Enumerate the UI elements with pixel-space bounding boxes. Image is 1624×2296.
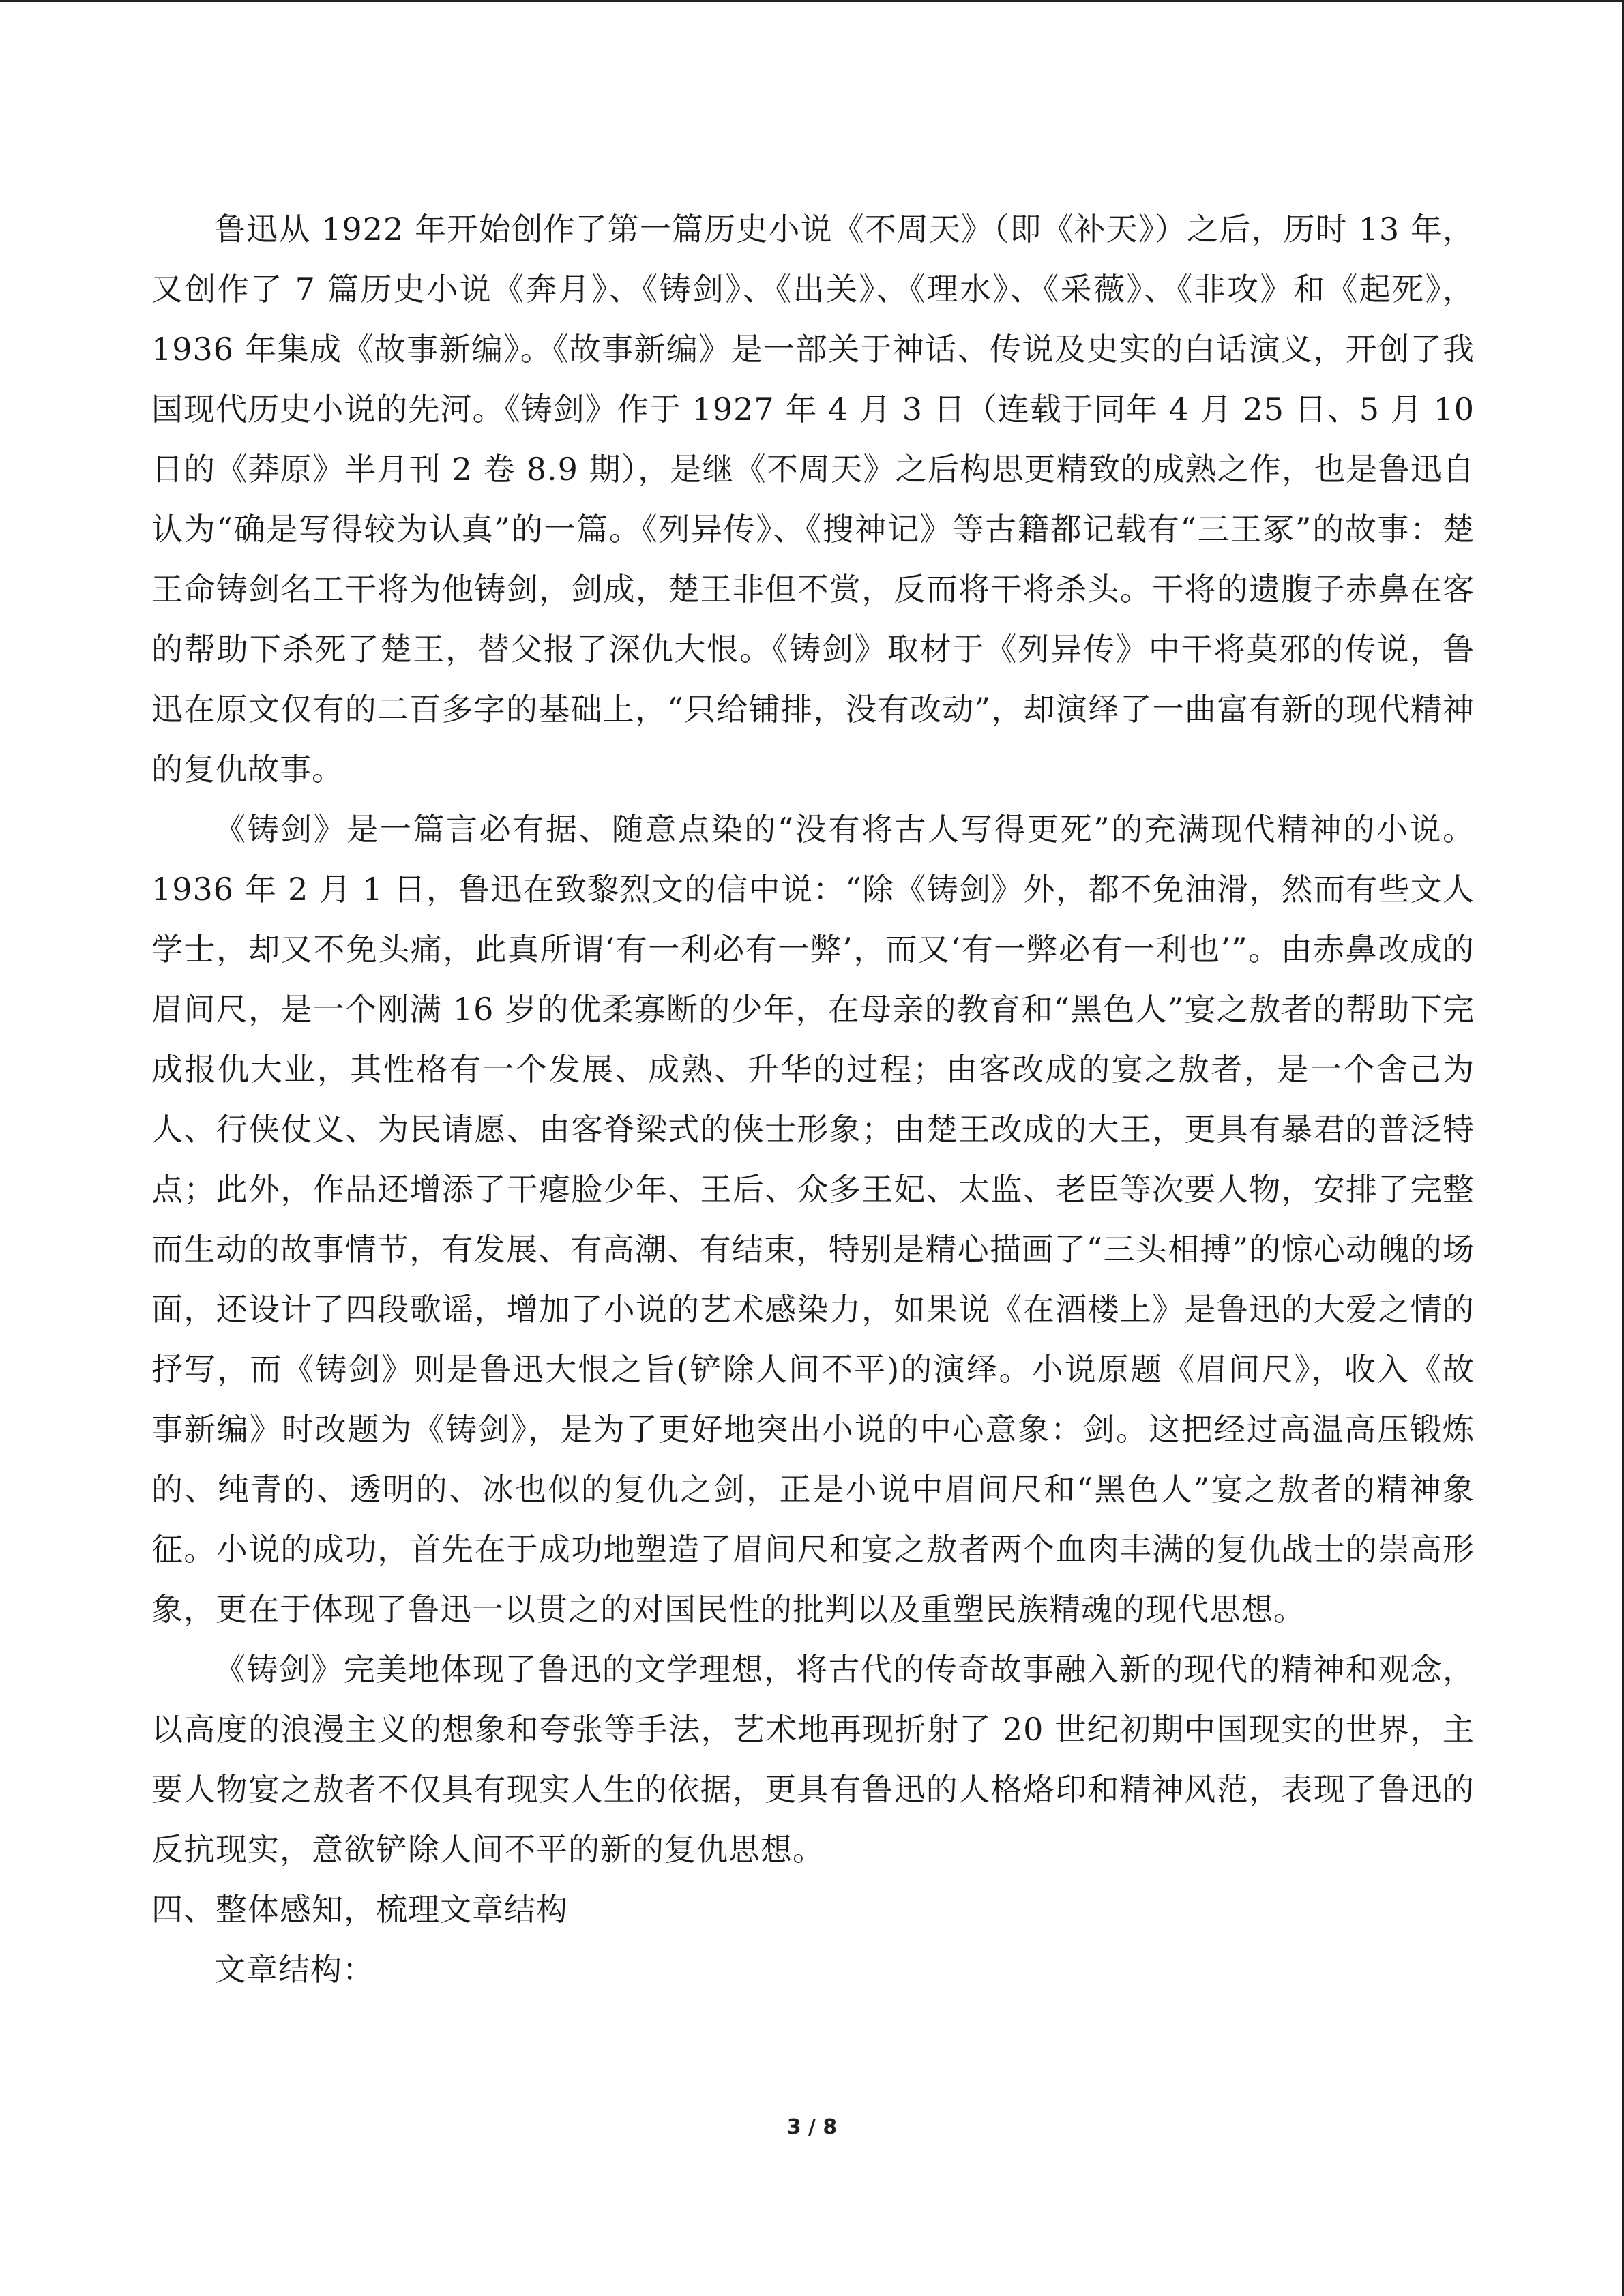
paragraph-3: 《铸剑》完美地体现了鲁迅的文学理想，将古代的传奇故事融入新的现代的精神和观念，以高度的浪漫主义的想象和夸张等手法，艺术地再现折射了 20 世纪初期中国现实的世界，主要人物宴之敖者不仅具有现实人生的依据，更具有鲁迅的人格烙印和精神风范，表现了鲁迅的反抗现实，意欲铲除人间不平的新的复仇思想。 bbox=[151, 1651, 1475, 1868]
paragraph-1: 鲁迅从 1922 年开始创作了第一篇历史小说《不周天》（即《补天》）之后，历时 13 年，又创作了 7 篇历史小说《奔月》、《铸剑》、《出关》、《理水》、《采薇》、《非攻》和《起死》，1936 年集成《故事新编》。《故事新编》是一部关于神话、传说及史实的白话演义，开创了我国现代历史小说的先河。《铸剑》作于 1927 年 4 月 3 日（连载于同年 4 月 25 日、5 月 10 日的《莽原》半月刊 2 卷 8.9 期），是继《不周天》之后构思更精致的成熟之作，也是鲁迅自认为“确是写得较为认真”的一篇。《列异传》、《搜神记》等古籍都记载有“三王冢”的故事：楚王命铸剑名工干将为他铸剑，剑成，楚王非但不赏，反而将干将杀头。干将的遗腹子赤鼻在客的帮助下杀死了楚王，替父报了深仇大恨。《铸剑》取材于《列异传》中干将莫邪的传说，鲁迅在原文仅有的二百多字的基础上，“只给铺排，没有改动”，却演绎了一曲富有新的现代精神的复仇故事。 bbox=[151, 211, 1475, 788]
page-top-border bbox=[0, 0, 1624, 2]
paragraph-2: 《铸剑》是一篇言必有据、随意点染的“没有将古人写得更死”的充满现代精神的小说。1936 年 2 月 1 日，鲁迅在致黎烈文的信中说：“除《铸剑》外，都不免油滑，然而有些文人学士，却又不免头痛，此真所谓‘有一利必有一弊’，而又‘有一弊必有一利也’”。由赤鼻改成的眉间尺，是一个刚满 16 岁的优柔寡断的少年，在母亲的教育和“黑色人”宴之敖者的帮助下完成报仇大业，其性格有一个发展、成熟、升华的过程；由客改成的宴之敖者，是一个舍己为人、行侠仗义、为民请愿、由客脊梁式的侠士形象；由楚王改成的大王，更具有暴君的普泛特点；此外，作品还增添了干瘪脸少年、王后、众多王妃、太监、老臣等次要人物，安排了完整而生动的故事情节，有发展、有高潮、有结束，特别是精心描画了“三头相搏”的惊心动魄的场面，还设计了四段歌谣，增加了小说的艺术感染力，如果说《在酒楼上》是鲁迅的大爱之情的抒写，而《铸剑》则是鲁迅大恨之旨(铲除人间不平)的演绎。小说原题《眉间尺》，收入《故事新编》时改题为《铸剑》，是为了更好地突出小说的中心意象：剑。这把经过高温高压锻炼的、纯青的、透明的、冰也似的复仇之剑，正是小说中眉间尺和“黑色人”宴之敖者的精神象征。小说的成功，首先在于成功地塑造了眉间尺和宴之敖者两个血肉丰满的复仇战士的崇高形象，更在于体现了鲁迅一以贯之的对国民性的批判以及重塑民族精魂的现代思想。 bbox=[151, 811, 1475, 1628]
page-number: 3 / 8 bbox=[786, 2115, 838, 2139]
document-body bbox=[151, 199, 1475, 1999]
section-heading: 四、整体感知，梳理文章结构 bbox=[151, 1891, 568, 1928]
section-subheading: 文章结构： bbox=[214, 1951, 374, 1988]
